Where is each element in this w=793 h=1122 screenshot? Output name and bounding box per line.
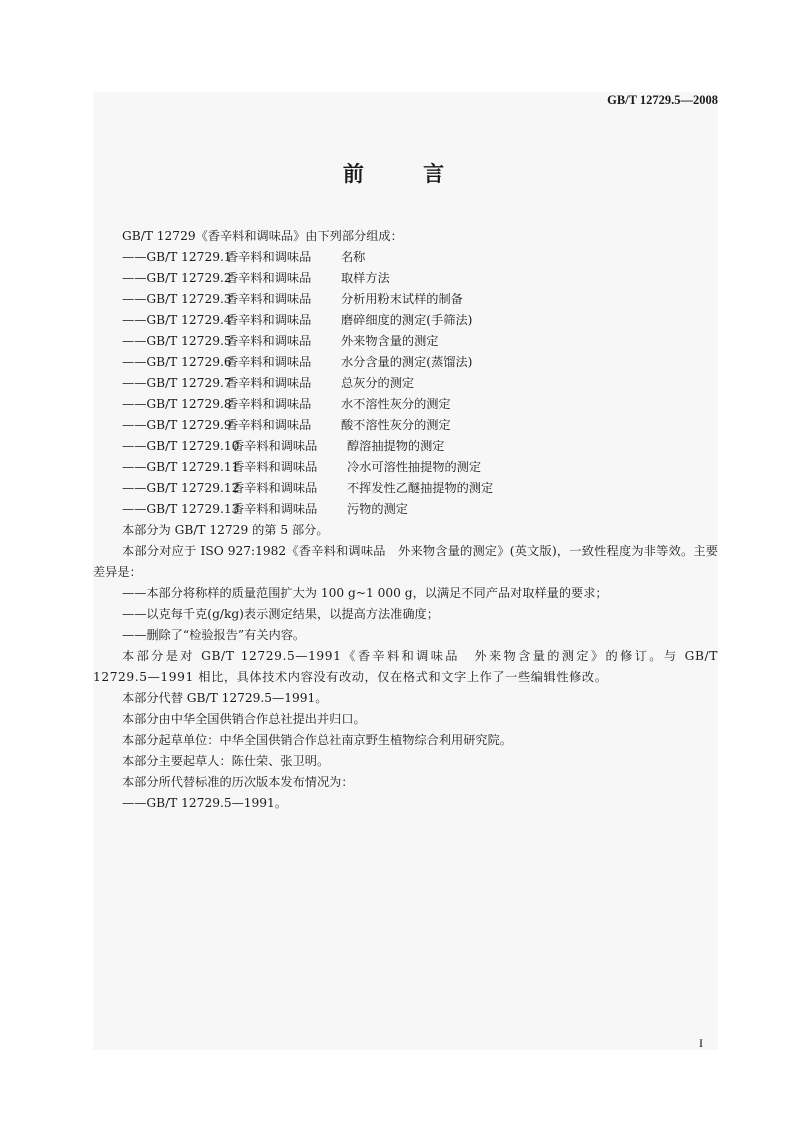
part-name: 分析用粉末试样的制备: [341, 292, 463, 306]
difference-item: ——以克每千克(g/kg)表示测定结果，以提高方法准确度；: [122, 607, 439, 621]
part-name: 冷水可溶性抽提物的测定: [347, 460, 482, 474]
part-code: ——GB/T 12729.7: [122, 376, 232, 390]
part-code: ——GB/T 12729.12: [122, 481, 240, 495]
part-code: ——GB/T 12729.1: [122, 250, 232, 264]
part-list-item: [93, 394, 718, 415]
part-code: ——GB/T 12729.6: [122, 355, 232, 369]
part-name: 取样方法: [341, 271, 390, 285]
part-category: 香辛料和调味品: [226, 376, 312, 390]
equivalence-paragraph: 本部分对应于 ISO 927:1982《香辛料和调味品 外来物含量的测定》(英文版)，一致性程度为非等效。主要差异是：: [93, 544, 718, 579]
part-list-item: [93, 247, 718, 268]
drafters-statement: 本部分主要起草人：陈仕荣、张卫明。: [122, 754, 330, 768]
part-name: 名称: [341, 250, 366, 264]
part-name: 污物的测定: [347, 502, 408, 516]
part-category: 香辛料和调味品: [226, 292, 312, 306]
standard-code-header: GB/T 12729.5—2008: [607, 93, 718, 107]
part-category: 香辛料和调味品: [226, 313, 312, 327]
proposer-statement: 本部分由中华全国供销合作总社提出并归口。: [122, 712, 366, 726]
part-list-item: [93, 373, 718, 394]
revision-paragraph: 本部分是对 GB/T 12729.5—1991《香辛料和调味品 外来物含量的测定》的修订。与 GB/T 12729.5—1991 相比，具体技术内容没有改动，仅在格式和文字上作了一些编辑性修改。: [93, 649, 718, 684]
history-item: ——GB/T 12729.5—1991。: [122, 796, 287, 810]
foreword-body: [93, 226, 718, 814]
part-name: 水不溶性灰分的测定: [341, 397, 451, 411]
part-category: 香辛料和调味品: [226, 418, 312, 432]
part-category: 香辛料和调味品: [232, 502, 318, 516]
part-name: 不挥发性乙醚抽提物的测定: [347, 481, 494, 495]
part-name: 水分含量的测定(蒸馏法): [341, 355, 473, 369]
difference-item: ——本部分将称样的质量范围扩大为 100 g~1 000 g，以满足不同产品对取样量的要求；: [122, 586, 608, 600]
part-code: ——GB/T 12729.2: [122, 271, 232, 285]
history-statement: 本部分所代替标准的历次版本发布情况为：: [122, 775, 354, 789]
part-category: 香辛料和调味品: [226, 334, 312, 348]
page-title: 前 言: [342, 161, 471, 186]
part-code: ——GB/T 12729.8: [122, 397, 232, 411]
drafting-unit-statement: 本部分起草单位：中华全国供销合作总社南京野生植物综合利用研究院。: [122, 733, 512, 747]
part-name: 外来物含量的测定: [341, 334, 439, 348]
part-list-item: [93, 310, 718, 331]
page-number: I: [699, 1036, 703, 1050]
part-list-item: [93, 436, 718, 457]
part-code: ——GB/T 12729.4: [122, 313, 232, 327]
part-code: ——GB/T 12729.9: [122, 418, 232, 432]
difference-item: ——删除了“检验报告”有关内容。: [122, 628, 306, 642]
part-category: 香辛料和调味品: [226, 397, 312, 411]
part-category: 香辛料和调味品: [226, 271, 312, 285]
part-list-item: [93, 457, 718, 478]
part-statement: 本部分为 GB/T 12729 的第 5 部分。: [122, 523, 329, 537]
part-category: 香辛料和调味品: [226, 355, 312, 369]
part-name: 醇溶抽提物的测定: [347, 439, 445, 453]
intro-paragraph: GB/T 12729《香辛料和调味品》由下列部分组成：: [122, 229, 403, 243]
parts-list: [93, 247, 718, 520]
part-list-item: [93, 478, 718, 499]
part-name: 酸不溶性灰分的测定: [341, 418, 451, 432]
part-list-item: [93, 415, 718, 436]
part-category: 香辛料和调味品: [226, 250, 312, 264]
replacement-statement: 本部分代替 GB/T 12729.5—1991。: [122, 691, 328, 705]
part-list-item: [93, 352, 718, 373]
part-list-item: [93, 268, 718, 289]
part-name: 总灰分的测定: [341, 376, 415, 390]
part-list-item: [93, 289, 718, 310]
part-code: ——GB/T 12729.11: [122, 460, 240, 474]
part-category: 香辛料和调味品: [232, 439, 318, 453]
part-code: ——GB/T 12729.13: [122, 502, 240, 516]
part-list-item: [93, 331, 718, 352]
part-code: ——GB/T 12729.3: [122, 292, 232, 306]
part-code: ——GB/T 12729.10: [122, 439, 240, 453]
part-category: 香辛料和调味品: [232, 481, 318, 495]
part-list-item: [93, 499, 718, 520]
part-category: 香辛料和调味品: [232, 460, 318, 474]
part-code: ——GB/T 12729.5: [122, 334, 232, 348]
part-name: 磨碎细度的测定(手筛法): [341, 313, 473, 327]
